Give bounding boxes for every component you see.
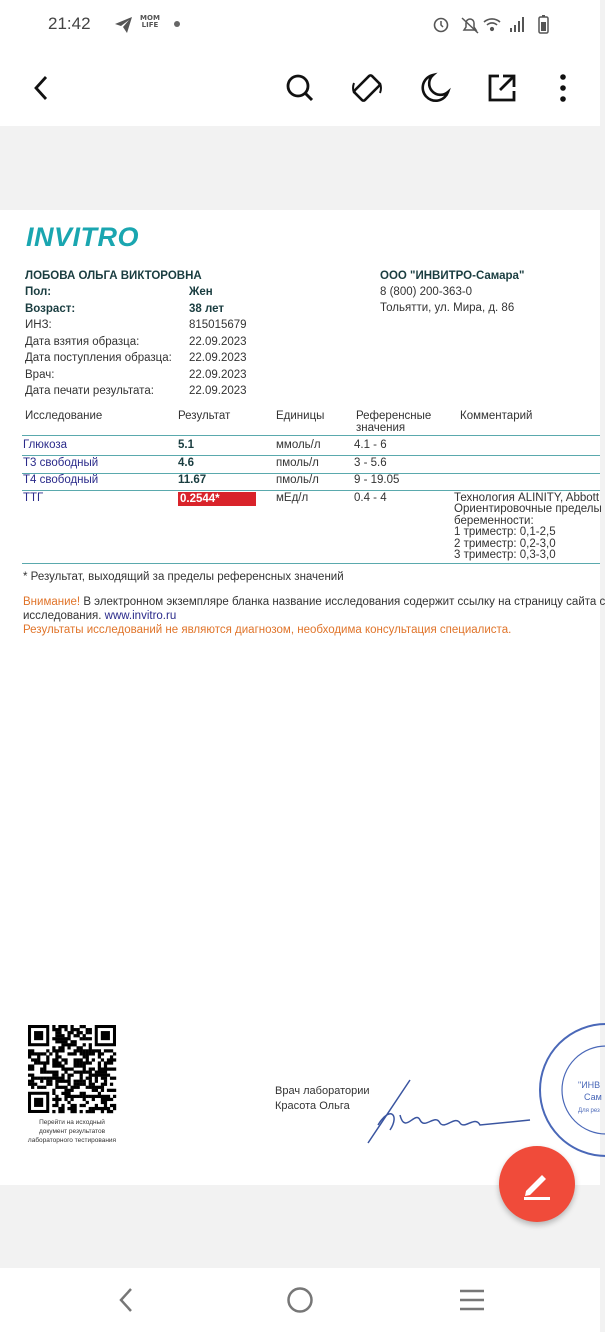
status-time: 21:42: [48, 14, 91, 33]
test-reference: 3 - 5.6: [354, 456, 387, 469]
battery-icon: [539, 15, 548, 33]
footnote: * Результат, выходящий за пределы референсных значений: [23, 571, 344, 583]
test-result: 11.67: [178, 474, 207, 486]
test-reference: 4.1 - 6: [354, 439, 387, 451]
open-external-icon: [487, 73, 517, 103]
wifi-icon: [484, 19, 500, 30]
warning-label: Внимание!: [23, 596, 81, 608]
col-header-units: Единицы: [276, 410, 325, 422]
nav-home-button[interactable]: [286, 1286, 314, 1314]
night-mode-icon: [419, 72, 451, 104]
test-comment-line: 3 триместр: 0,3-3,0: [454, 549, 556, 561]
qr-code[interactable]: [28, 1025, 116, 1113]
status-bar: [0, 0, 600, 50]
svg-text:"ИНВ: "ИНВ: [578, 1080, 601, 1090]
patient-field-value: 22.09.2023: [189, 368, 247, 381]
momlife-icon: MOM LIFE: [140, 14, 160, 29]
qr-caption-line: Перейти на исходный: [39, 1119, 105, 1126]
col-header-comment: Комментарий: [460, 410, 533, 422]
test-comment-line: 2 триместр: 0,2-3,0: [454, 537, 556, 550]
test-units: пмоль/л: [276, 474, 319, 486]
test-comment-line: 1 триместр: 0,1-2,5: [454, 526, 556, 538]
rotate-icon: [350, 71, 384, 105]
disclaimer: Результаты исследований не являются диагнозом, необходима консультация специалиста.: [23, 624, 512, 636]
edit-fab[interactable]: [499, 1146, 575, 1222]
divider: [22, 435, 600, 436]
patient-field-label: Дата поступления образца:: [25, 352, 172, 364]
pdf-page: [0, 210, 605, 1185]
patient-name: ЛОБОВА ОЛЬГА ВИКТОРОВНА: [25, 270, 202, 282]
qr-caption-line: документ результатов: [38, 1128, 106, 1135]
more-icon: [558, 73, 568, 103]
patient-field-label: Возраст:: [25, 302, 76, 315]
test-name-link[interactable]: Глюкоза: [23, 439, 68, 451]
patient-field-label: Дата взятия образца:: [25, 335, 140, 348]
test-units: мЕд/л: [276, 491, 309, 504]
test-reference: 9 - 19.05: [354, 474, 400, 486]
system-status-icons: [432, 14, 552, 36]
test-name-link[interactable]: Т4 свободный: [23, 474, 99, 486]
back-button[interactable]: [21, 68, 61, 108]
search-icon: [284, 72, 316, 104]
test-result: 4.6: [178, 456, 194, 469]
doctor-name: Красота Ольга: [275, 1100, 350, 1112]
back-icon: [31, 74, 51, 102]
doctor-title: Врач лаборатории: [275, 1085, 370, 1097]
dot-icon: [174, 21, 180, 27]
signal-icon: [510, 17, 524, 32]
warning-line-2: [23, 610, 176, 622]
rotate-button[interactable]: [347, 68, 387, 108]
telegram-icon: [114, 16, 134, 34]
android-nav-bar: [0, 1268, 600, 1332]
test-comment-line: Технология ALINITY, Abbott: [454, 491, 600, 504]
svg-text:Для рез: Для рез: [578, 1108, 600, 1114]
lab-address: Тольятти, ул. Мира, д. 86: [380, 302, 515, 314]
stamp: [538, 1020, 600, 1160]
lab-name: ООО "ИНВИТРО-Самара": [380, 270, 525, 282]
patient-field-value: 22.09.2023: [189, 352, 247, 364]
patient-field-label: ИНЗ:: [25, 319, 52, 331]
divider: [22, 563, 600, 564]
search-button[interactable]: [280, 68, 320, 108]
patient-field-label: Пол:: [25, 286, 52, 298]
nav-back-button[interactable]: [115, 1286, 139, 1314]
patient-field-value: Жен: [189, 286, 213, 298]
patient-field-value: 815015679: [189, 319, 247, 331]
patient-field-value: 22.09.2023: [189, 385, 247, 397]
pencil-icon: [520, 1167, 554, 1201]
open-external-button[interactable]: [482, 68, 522, 108]
svg-text:Сам: Сам: [584, 1092, 602, 1102]
qr-caption-line: лабораторного тестирования: [27, 1137, 117, 1144]
test-comment-line: Ориентировочные пределы: [454, 503, 602, 515]
website-link[interactable]: www.invitro.ru: [104, 610, 177, 622]
patient-field-label: Дата печати результата:: [25, 385, 154, 397]
nav-recents-button[interactable]: [458, 1288, 486, 1312]
warning-line: [23, 596, 605, 608]
qr-caption: [12, 1118, 132, 1145]
test-name-link[interactable]: Т3 свободный: [23, 456, 99, 469]
night-mode-button[interactable]: [415, 68, 455, 108]
alarm-icon: [435, 19, 448, 32]
warning-text: В электронном экземпляре бланка название исследования содержит ссылку на страницу сайта с: [80, 596, 605, 608]
col-header-ref: Референсные значения: [356, 410, 432, 434]
bell-off-icon: [462, 18, 478, 33]
test-units: пмоль/л: [276, 456, 319, 469]
test-reference: 0.4 - 4: [354, 491, 387, 504]
viewer-toolbar: [0, 50, 600, 126]
patient-field-value: 22.09.2023: [189, 335, 247, 348]
test-name-link[interactable]: ТТГ: [23, 491, 44, 504]
patient-field-value: 38 лет: [189, 302, 225, 315]
test-result: 5.1: [178, 439, 194, 451]
col-header-result: Результат: [178, 410, 231, 422]
doctor-signature: [360, 1075, 535, 1150]
lab-phone: 8 (800) 200-363-0: [380, 286, 473, 298]
test-comment-line: беременности:: [454, 514, 534, 527]
more-options-button[interactable]: [543, 68, 583, 108]
col-header-test: Исследование: [25, 410, 103, 422]
test-result: 0.2544*: [178, 492, 256, 506]
patient-field-label: Врач:: [25, 368, 55, 381]
warning-text-2: исследования.: [23, 610, 105, 622]
invitro-logo: INVITRO: [26, 222, 140, 252]
test-units: ммоль/л: [276, 439, 321, 451]
